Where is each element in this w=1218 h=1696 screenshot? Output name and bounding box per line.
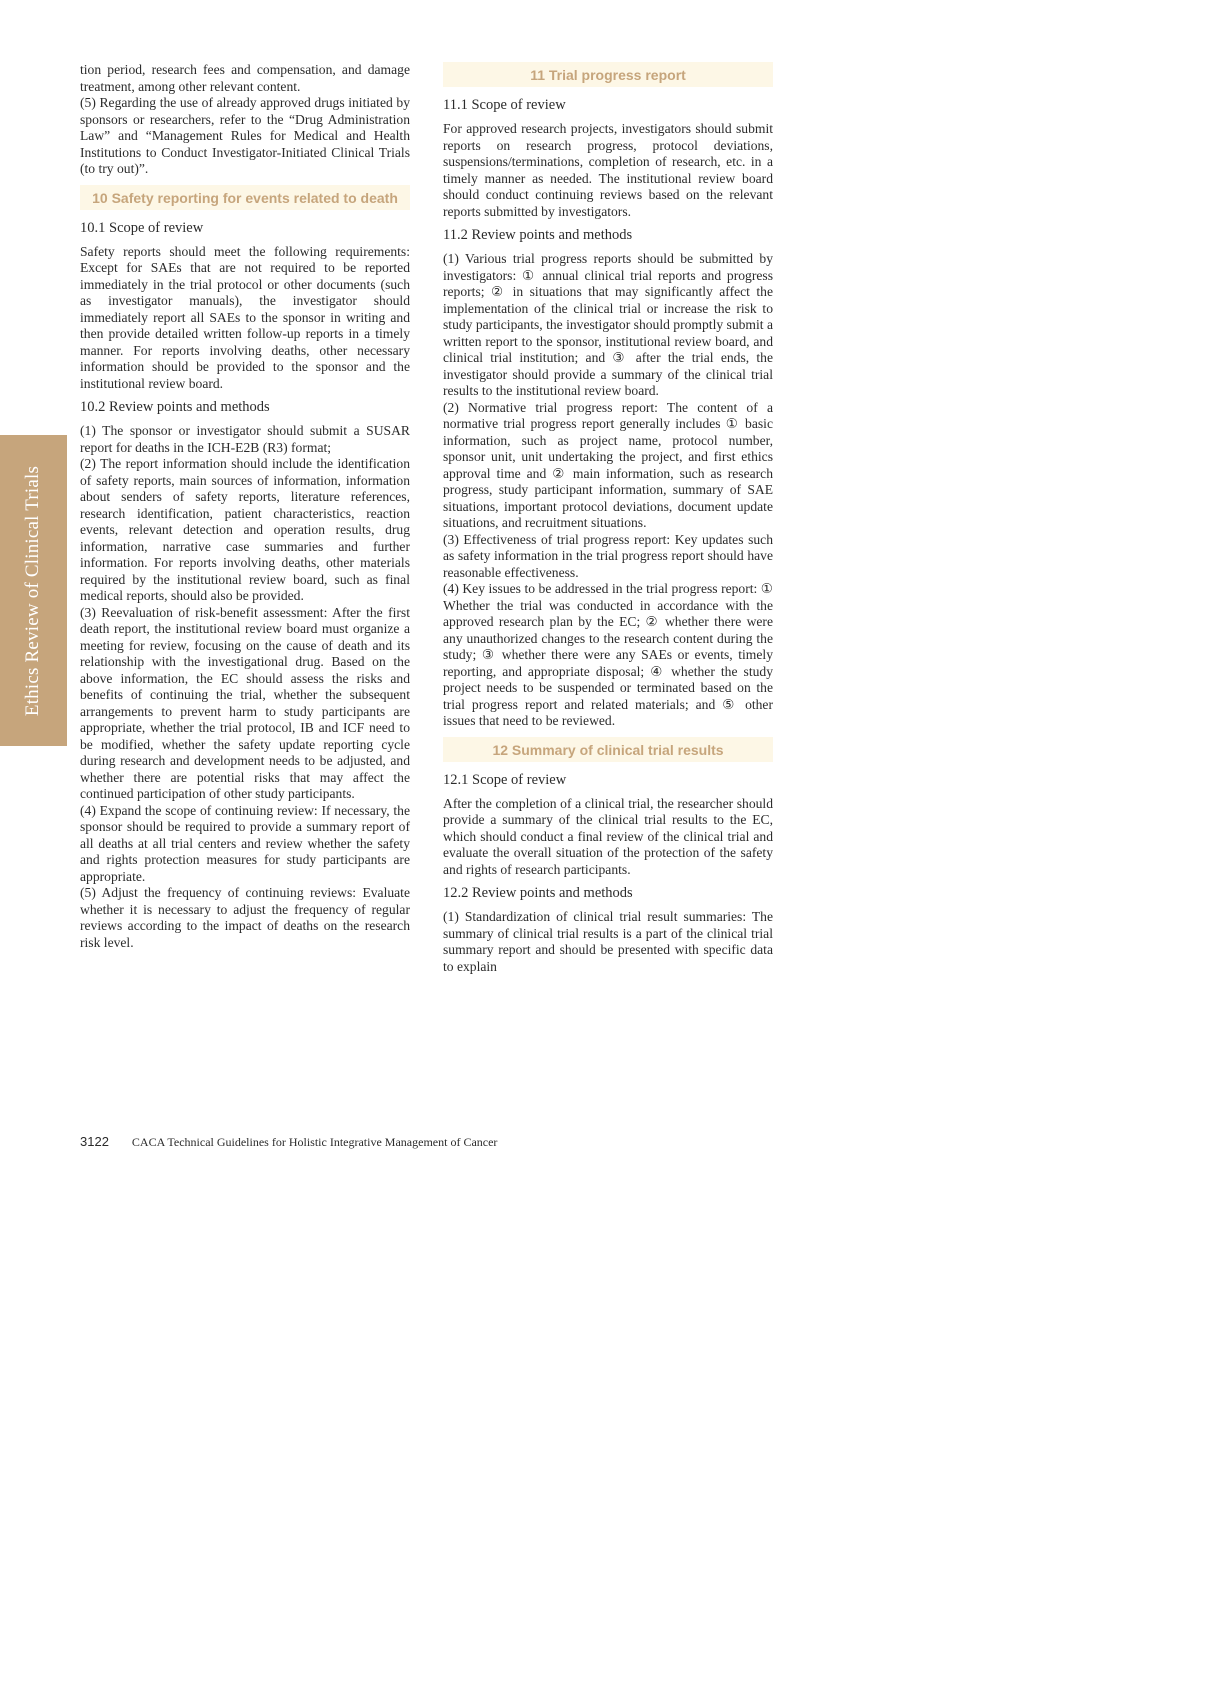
paragraph: (2) The report information should include the identification of safety reports, main sources of information, information about senders of safety reports, literature references, research identification, patient characteristics, reaction events, relevant detection and operation results, drug information, narrative case summaries and further information. For reports involving deaths, other materials required by the institutional review board, such as final medical reports, should also be provided. bbox=[80, 456, 410, 603]
section-heading-11: 11 Trial progress report bbox=[443, 62, 773, 87]
paragraph: (1) Standardization of clinical trial result summaries: The summary of clinical trial results is a part of the clinical trial summary report and should be presented with specific data to explain bbox=[443, 909, 773, 974]
subsection-heading-12-1: 12.1 Scope of review bbox=[443, 771, 567, 788]
paragraph: Safety reports should meet the following requirements: Except for SAEs that are not required to be reported immediately in the trial protocol or other documents (such as investigator manuals), the investigator should immediately report all SAEs to the sponsor in writing and then provide detailed written follow-up reports in a timely manner. For reports involving deaths, other necessary information should be provided to the sponsor and the institutional review board. bbox=[80, 243, 410, 391]
paragraph: After the completion of a clinical trial, the researcher should provide a summary of the clinical trial results to the EC, which should conduct a final review of the clinical trial and evaluate the overall situation of the protection of the safety and rights of research participants. bbox=[443, 795, 773, 877]
paragraph: (4) Key issues to be addressed in the trial progress report: ① Whether the trial was conducted in accordance with the approved research plan by the EC; ② whether there were any unauthorized changes to the research content during the study; ③ whether there were any SAEs or events, timely reporting, and appropriate disposal; ④ whether the study project needs to be suspended or terminated based on the trial progress report and related materials; and ⑤ other issues that need to be reviewed. bbox=[443, 581, 773, 728]
paragraph: (3) Effectiveness of trial progress report: Key updates such as safety information in the trial progress report should have reasonable effectiveness. bbox=[443, 531, 773, 580]
right-column bbox=[443, 62, 773, 975]
side-tab-label: Ethics Review of Clinical Trials bbox=[22, 465, 44, 716]
left-column bbox=[80, 62, 410, 951]
page-footer bbox=[80, 1134, 497, 1150]
paragraph: tion period, research fees and compensation, and damage treatment, among other relevant content. bbox=[80, 62, 410, 94]
subsection-heading-12-2: 12.2 Review points and methods bbox=[443, 885, 633, 901]
journal-title: CACA Technical Guidelines for Holistic Integrative Management of Cancer bbox=[131, 1135, 498, 1149]
paragraph: (4) Expand the scope of continuing review: If necessary, the sponsor should be required to provide a summary report of all deaths at all trial centers and review whether the safety and rights protection measures for study participants are appropriate. bbox=[80, 802, 410, 884]
subsection-heading-10-2: 10.2 Review points and methods bbox=[80, 399, 270, 415]
subsection-heading-11-1: 11.1 Scope of review bbox=[443, 97, 566, 113]
paragraph: (5) Adjust the frequency of continuing reviews: Evaluate whether it is necessary to adjust the frequency of regular reviews according to the impact of deaths on the research risk level. bbox=[80, 885, 410, 950]
side-tab bbox=[0, 435, 67, 746]
paragraph: (3) Reevaluation of risk-benefit assessment: After the first death report, the institutional review board must organize a meeting for review, focusing on the cause of death and its relationship with the investigational drug. Based on the above information, the EC should assess the risks and benefits of continuing the trial, whether the subsequent arrangements to prevent harm to study participants are appropriate, whether the trial protocol, IB and ICF need to be modified, whether the safety update reporting cycle during research and development needs to be adjusted, and whether there are potential risks that may affect the continued participation of other study participants. bbox=[80, 604, 410, 801]
paragraph: (1) Various trial progress reports should be submitted by investigators: ① annual clinical trial reports and progress reports; ② in situations that may significantly affect the implementation of the clinical trial or increase the risk to study participants, the investigator should promptly submit a written report to the sponsor, institutional review board, and clinical trial institution; and ③ after the trial ends, the investigator should provide a summary of the clinical trial results to the institutional review board. bbox=[443, 251, 773, 398]
paragraph: (1) The sponsor or investigator should submit a SUSAR report for deaths in the ICH-E2B (R3) format; bbox=[80, 423, 410, 455]
paragraph: (5) Regarding the use of already approved drugs initiated by sponsors or researchers, refer to the “Drug Administration Law” and “Management Rules for Medical and Health Institutions to Conduct Investigator-Initiated Clinical Trials (to try out)”. bbox=[80, 95, 410, 176]
paragraph: (2) Normative trial progress report: The content of a normative trial progress report generally includes ① basic information, such as project name, protocol number, sponsor unit, unit undertaking the project, and first ethics approval time and ② main information, such as research progress, study participant information, summary of SAE situations, important protocol deviations, document update situations, and recruitment situations. bbox=[443, 399, 773, 530]
section-heading-12: 12 Summary of clinical trial results bbox=[443, 737, 773, 762]
paragraph: For approved research projects, investigators should submit reports on research progress, protocol deviations, suspensions/terminations, completion of research, etc. in a timely manner as needed. The institutional review board should conduct continuing reviews based on the relevant reports submitted by investigators. bbox=[443, 121, 773, 219]
subsection-heading-11-2: 11.2 Review points and methods bbox=[443, 227, 633, 243]
section-heading-10: 10 Safety reporting for events related to death bbox=[80, 185, 410, 210]
subsection-heading-10-1: 10.1 Scope of review bbox=[80, 219, 204, 236]
page-number: 3122 bbox=[80, 1134, 109, 1149]
